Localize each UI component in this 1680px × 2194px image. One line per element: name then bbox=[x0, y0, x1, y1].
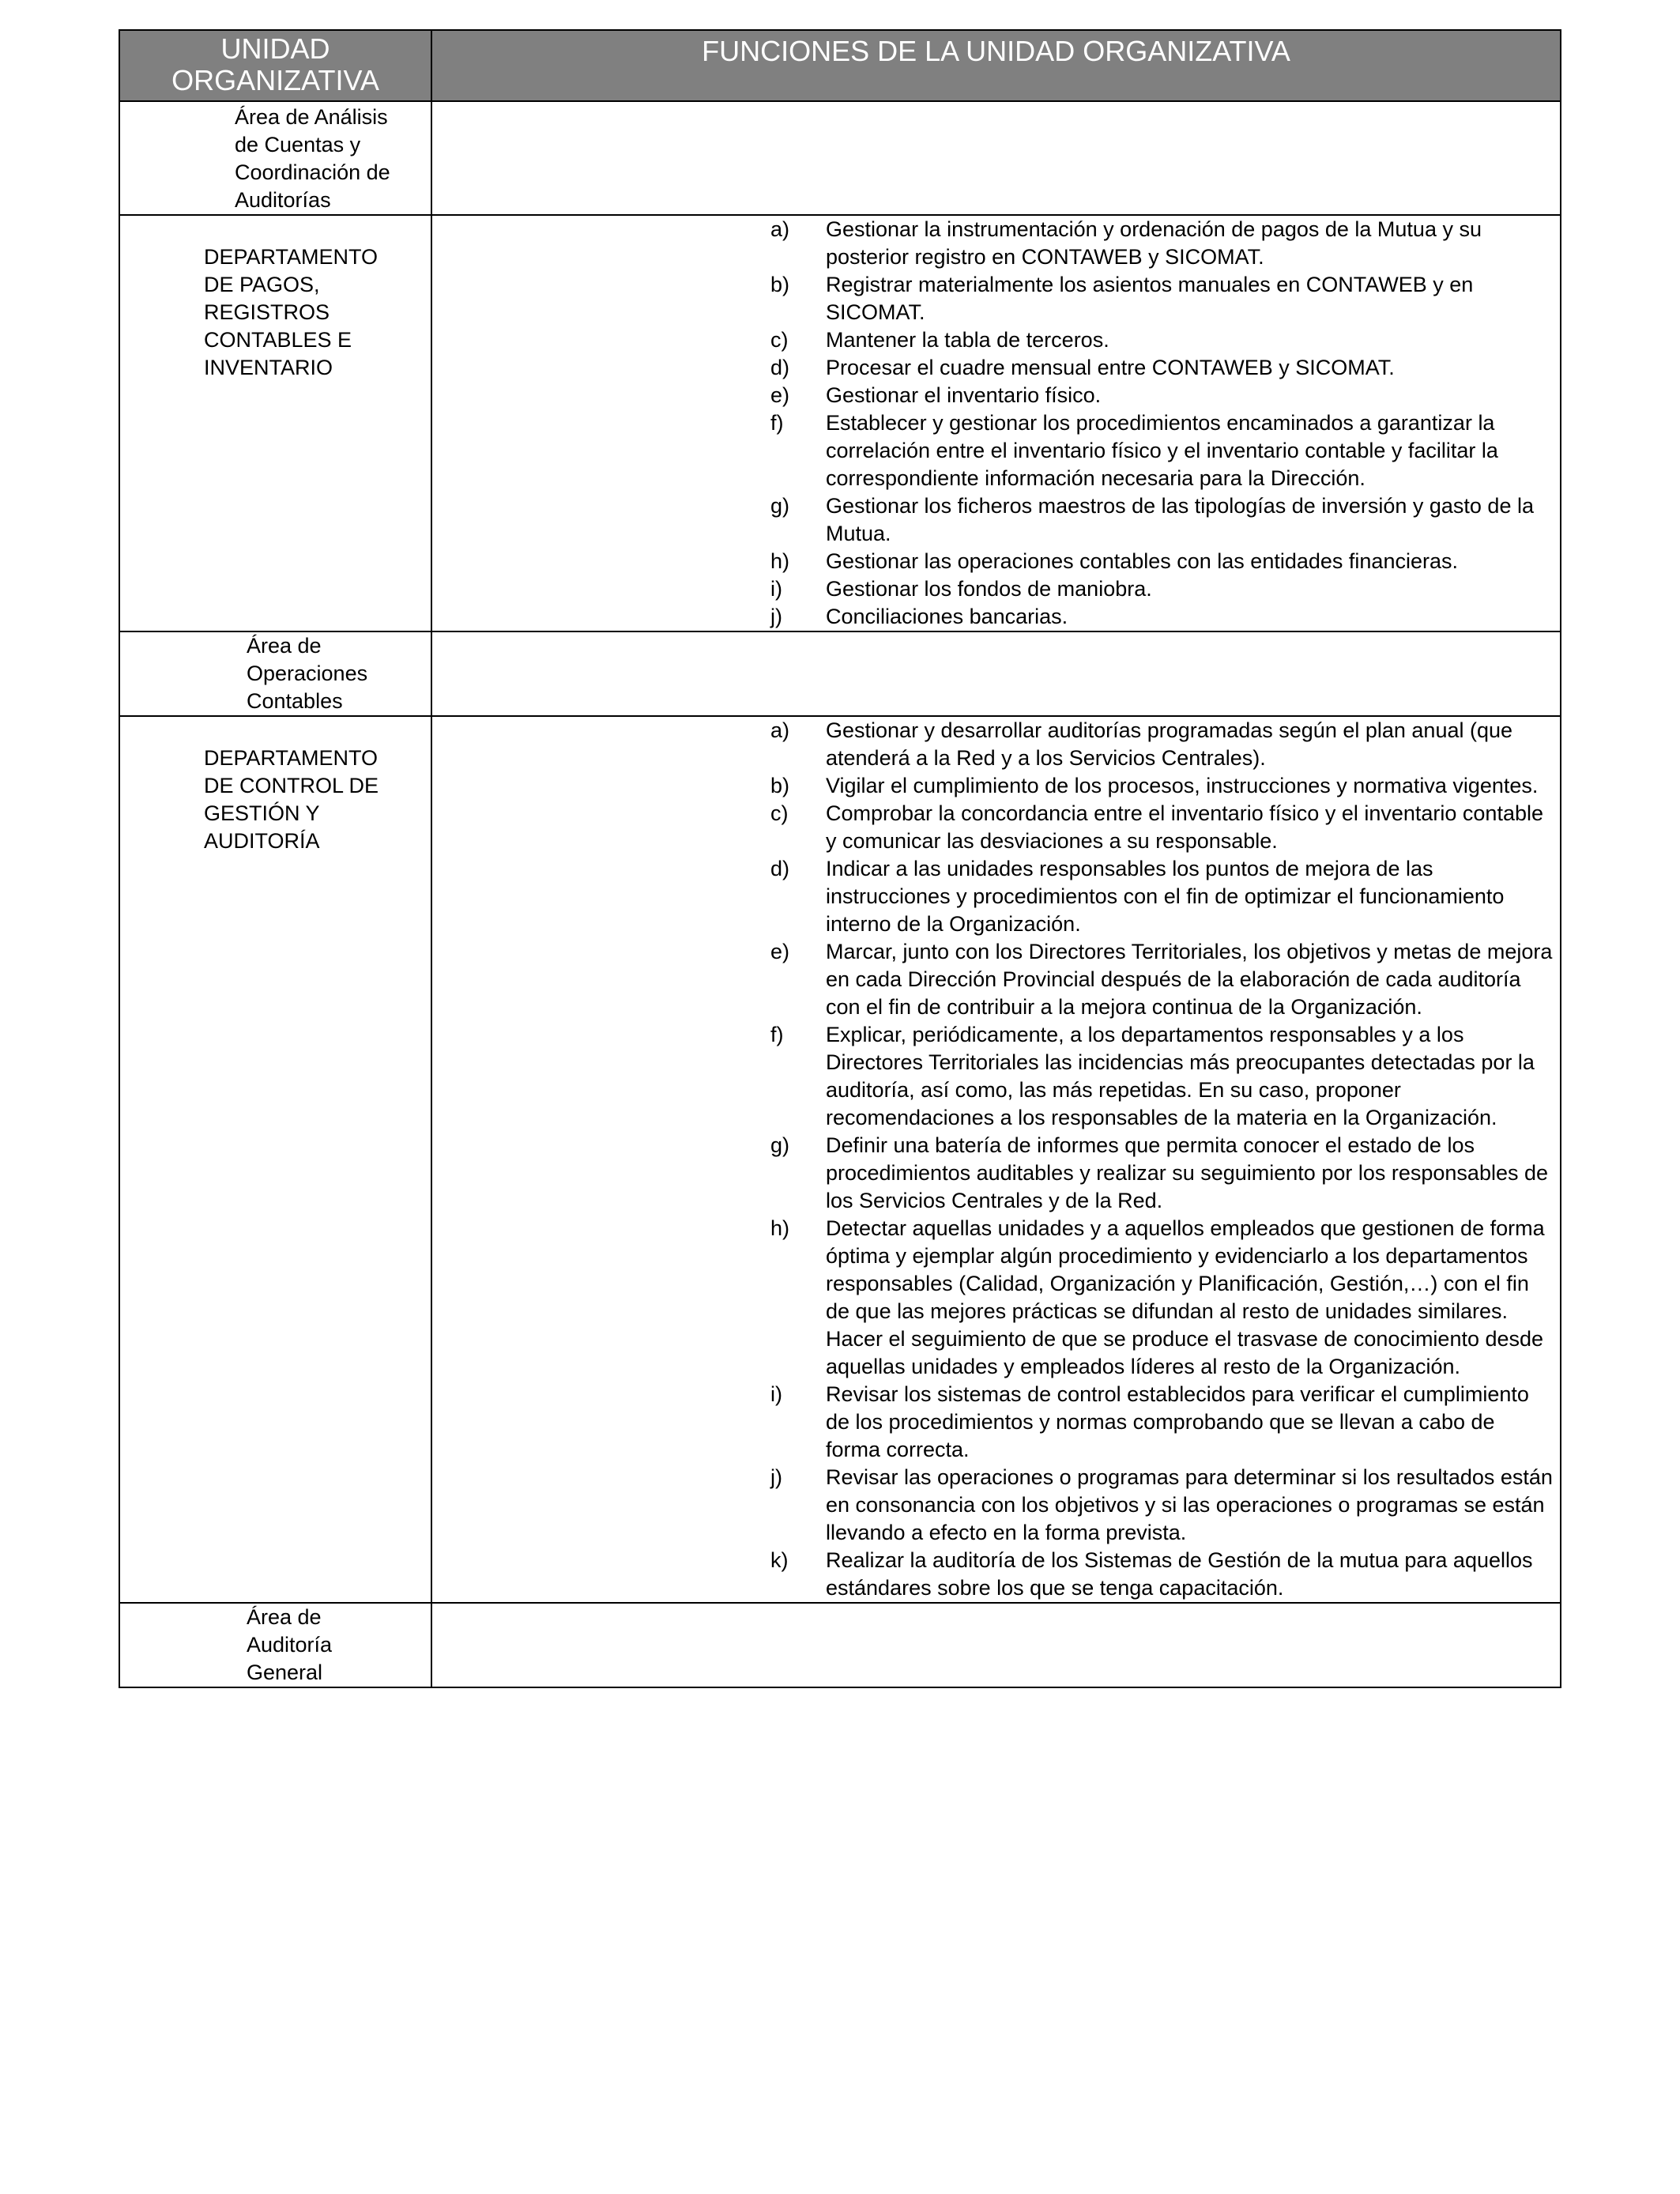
function-item-text: Revisar los sistemas de control establecidos para verificar el cumplimiento de los procedimientos y normas comprobando que se llevan a cabo de forma correcta. bbox=[826, 1382, 1529, 1461]
function-item-text: Gestionar la instrumentación y ordenación de pagos de la Mutua y su posterior registro en CONTAWEB y SICOMAT. bbox=[826, 217, 1482, 269]
function-item-letter: j) bbox=[770, 605, 782, 628]
function-item-letter: c) bbox=[770, 801, 789, 825]
function-item-text: Conciliaciones bancarias. bbox=[826, 605, 1068, 628]
department-label-control-gestion: DEPARTAMENTO DE CONTROL DE GESTIÓN Y AUDITORÍA bbox=[204, 746, 379, 853]
function-item bbox=[432, 271, 1554, 326]
department-label-pagos: DEPARTAMENTO DE PAGOS, REGISTROS CONTABLES E INVENTARIO bbox=[204, 245, 379, 379]
unit-cell bbox=[119, 631, 431, 716]
function-item bbox=[432, 326, 1554, 354]
function-item-text: Gestionar el inventario físico. bbox=[826, 383, 1102, 407]
function-item bbox=[432, 800, 1554, 855]
function-item bbox=[432, 409, 1554, 492]
function-item-text: Establecer y gestionar los procedimientos encaminados a garantizar la correlación entre el inventario físico y el inventario contable y facilitar la correspondiente información necesaria para la Dirección. bbox=[826, 411, 1498, 490]
functions-list-control bbox=[432, 717, 1560, 1602]
function-item-text: Mantener la tabla de terceros. bbox=[826, 328, 1109, 352]
function-item-letter: g) bbox=[770, 494, 790, 518]
functions-cell bbox=[431, 215, 1561, 631]
function-item-text: Explicar, periódicamente, a los departamentos responsables y a los Directores Territoriales las incidencias más preocupantes detectadas por la auditoría, así como, las más repetidas. En su caso, proponer recomendaciones a los responsables de la materia en la Organización. bbox=[826, 1023, 1535, 1129]
function-item-text: Marcar, junto con los Directores Territoriales, los objetivos y metas de mejora en cada Dirección Provincial después de la elaboración de cada auditoría con el fin de contribuir a la mejora continua de la Organización. bbox=[826, 940, 1553, 1019]
function-item-letter: d) bbox=[770, 857, 790, 880]
function-item bbox=[432, 575, 1554, 603]
function-item-text: Procesar el cuadre mensual entre CONTAWEB y SICOMAT. bbox=[826, 356, 1395, 379]
function-item bbox=[432, 1132, 1554, 1215]
table-row bbox=[119, 631, 1561, 716]
function-item bbox=[432, 1547, 1554, 1602]
function-item-letter: f) bbox=[770, 411, 784, 435]
unit-cell bbox=[119, 1603, 431, 1687]
table-row bbox=[119, 1603, 1561, 1687]
function-item bbox=[432, 492, 1554, 548]
function-item-letter: j) bbox=[770, 1465, 782, 1489]
function-item bbox=[432, 548, 1554, 575]
function-item-letter: b) bbox=[770, 774, 790, 797]
function-item bbox=[432, 354, 1554, 382]
function-item-letter: f) bbox=[770, 1023, 784, 1046]
header-functions-label: FUNCIONES DE LA UNIDAD ORGANIZATIVA bbox=[702, 35, 1290, 67]
function-item bbox=[432, 1381, 1554, 1464]
function-item bbox=[432, 772, 1554, 800]
function-item bbox=[432, 1021, 1554, 1132]
function-item-text: Gestionar y desarrollar auditorías programadas según el plan anual (que atenderá a la Red y a los Servicios Centrales). bbox=[826, 718, 1513, 770]
functions-cell bbox=[431, 716, 1561, 1603]
functions-table bbox=[119, 29, 1561, 1688]
function-item bbox=[432, 382, 1554, 409]
function-item-text: Revisar las operaciones o programas para determinar si los resultados están en consonancia con los objetivos y si las operaciones o programas se están llevando a efecto en la forma prevista. bbox=[826, 1465, 1553, 1544]
function-item-text: Gestionar los fondos de maniobra. bbox=[826, 577, 1152, 601]
function-item-text: Detectar aquellas unidades y a aquellos empleados que gestionen de forma óptima y ejemplar algún procedimiento y evidenciarlo a los departamentos responsables (Calidad, Organización y Planificación, Gestión,…) con el fin de que las mejores prácticas se difundan al resto de unidades similares. Hacer el seguimiento de que se produce el trasvase de conocimiento desde aquellas unidades y empleados líderes al resto de la Organización. bbox=[826, 1216, 1545, 1378]
function-item bbox=[432, 1215, 1554, 1381]
function-item-letter: g) bbox=[770, 1133, 790, 1157]
function-item-letter: a) bbox=[770, 217, 790, 241]
function-item-letter: k) bbox=[770, 1548, 789, 1572]
function-item-letter: b) bbox=[770, 273, 790, 296]
function-item-letter: d) bbox=[770, 356, 790, 379]
unit-cell bbox=[119, 101, 431, 215]
function-item-text: Vigilar el cumplimiento de los procesos, instrucciones y normativa vigentes. bbox=[826, 774, 1539, 797]
function-item-letter: h) bbox=[770, 549, 790, 573]
unit-cell bbox=[119, 215, 431, 631]
function-item-text: Gestionar los ficheros maestros de las tipologías de inversión y gasto de la Mutua. bbox=[826, 494, 1534, 545]
header-unit-cell bbox=[119, 30, 431, 101]
function-item bbox=[432, 855, 1554, 938]
table-row bbox=[119, 716, 1561, 1603]
area-label-analisis-cuentas: Área de Análisis de Cuentas y Coordinación de Auditorías bbox=[235, 105, 390, 212]
function-item-text: Gestionar las operaciones contables con las entidades financieras. bbox=[826, 549, 1458, 573]
table-row bbox=[119, 101, 1561, 215]
function-item-text: Registrar materialmente los asientos manuales en CONTAWEB y en SICOMAT. bbox=[826, 273, 1474, 324]
function-item-text: Comprobar la concordancia entre el inventario físico y el inventario contable y comunicar las desviaciones a su responsable. bbox=[826, 801, 1543, 853]
function-item bbox=[432, 938, 1554, 1021]
function-item-letter: e) bbox=[770, 940, 790, 963]
functions-cell-empty bbox=[431, 1603, 1561, 1687]
area-label-operaciones-contables: Área de Operaciones Contables bbox=[247, 634, 368, 713]
functions-list-pagos bbox=[432, 216, 1560, 631]
function-item bbox=[432, 603, 1554, 631]
functions-cell-empty bbox=[431, 631, 1561, 716]
function-item-letter: e) bbox=[770, 383, 790, 407]
functions-cell-empty bbox=[431, 101, 1561, 215]
function-item-letter: h) bbox=[770, 1216, 790, 1240]
function-item-text: Indicar a las unidades responsables los puntos de mejora de las instrucciones y procedimientos con el fin de optimizar el funcionamiento interno de la Organización. bbox=[826, 857, 1505, 936]
function-item bbox=[432, 717, 1554, 772]
unit-cell bbox=[119, 716, 431, 1603]
area-label-auditoria-general: Área de Auditoría General bbox=[247, 1605, 333, 1684]
function-item bbox=[432, 1464, 1554, 1547]
header-unit-label: UNIDAD ORGANIZATIVA bbox=[171, 32, 379, 96]
header-functions-cell bbox=[431, 30, 1561, 101]
function-item-letter: c) bbox=[770, 328, 789, 352]
function-item-text: Definir una batería de informes que permita conocer el estado de los procedimientos auditables y realizar su seguimiento por los responsables de los Servicios Centrales y de la Red. bbox=[826, 1133, 1549, 1212]
function-item-letter: i) bbox=[770, 1382, 782, 1406]
function-item-text: Realizar la auditoría de los Sistemas de Gestión de la mutua para aquellos estándares sobre los que se tenga capacitación. bbox=[826, 1548, 1533, 1600]
function-item-letter: i) bbox=[770, 577, 782, 601]
table-header-row bbox=[119, 30, 1561, 101]
function-item bbox=[432, 216, 1554, 271]
table-row bbox=[119, 215, 1561, 631]
function-item-letter: a) bbox=[770, 718, 790, 742]
